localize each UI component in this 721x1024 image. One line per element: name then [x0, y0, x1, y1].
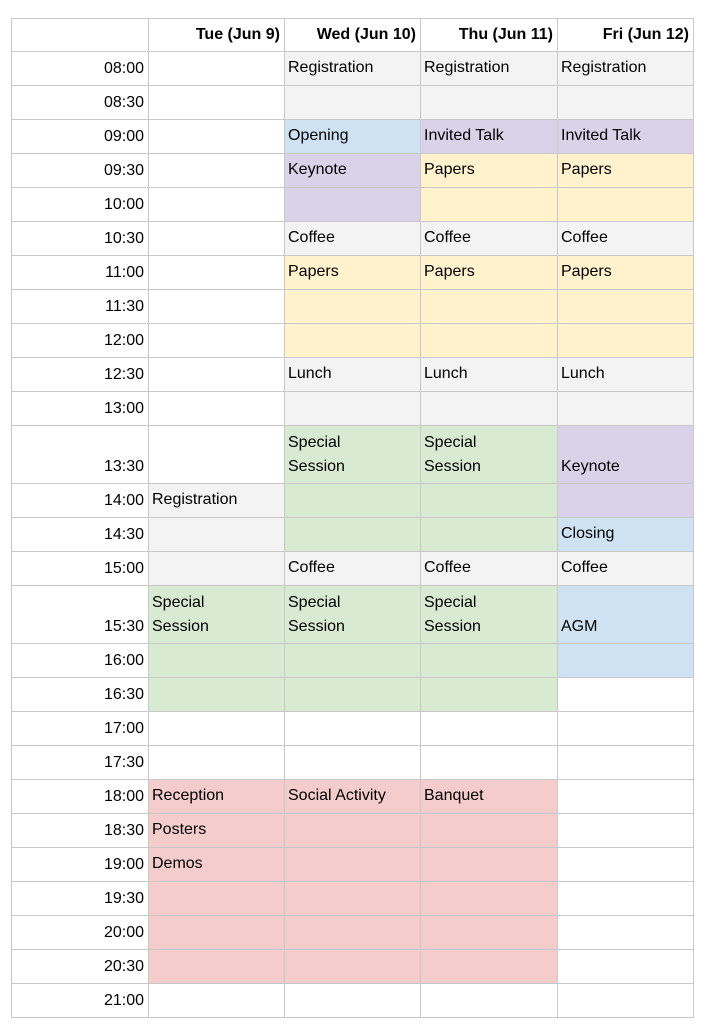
slot-cell[interactable] — [148, 915, 284, 949]
event-text: Invited Talk — [561, 127, 641, 144]
schedule-grid — [11, 18, 694, 1008]
event-label — [284, 221, 420, 255]
time-label: 08:30 — [103, 94, 144, 111]
slot-cell[interactable] — [420, 711, 557, 745]
time-label: 11:00 — [105, 264, 144, 281]
slot-cell[interactable] — [148, 881, 284, 915]
grid-hline — [11, 779, 694, 780]
slot-cell[interactable] — [557, 949, 693, 983]
event-label — [557, 221, 693, 255]
slot-cell[interactable] — [148, 677, 284, 711]
slot-cell[interactable] — [557, 745, 693, 779]
grid-hline — [11, 881, 694, 882]
event-label — [148, 585, 284, 643]
slot-cell[interactable] — [284, 847, 420, 881]
event-label — [284, 119, 420, 153]
slot-cell[interactable] — [420, 949, 557, 983]
grid-hline — [11, 551, 694, 552]
slot-cell[interactable] — [148, 745, 284, 779]
time-label: 17:00 — [103, 720, 144, 737]
slot-cell[interactable] — [557, 711, 693, 745]
slot-cell[interactable] — [557, 881, 693, 915]
day-header: Fri (Jun 12) — [602, 25, 689, 43]
slot-cell[interactable] — [420, 847, 557, 881]
grid-hline — [11, 18, 694, 19]
grid-hline — [11, 847, 694, 848]
slot-cell[interactable] — [420, 391, 557, 425]
grid-hline — [11, 187, 694, 188]
event-text: Keynote — [288, 161, 347, 178]
day-header: Tue (Jun 9) — [195, 25, 280, 43]
event-text: Posters — [152, 821, 207, 838]
slot-cell[interactable] — [420, 677, 557, 711]
event-label — [420, 221, 557, 255]
slot-cell[interactable] — [420, 517, 557, 551]
time-label: 18:00 — [103, 788, 144, 805]
event-label — [148, 847, 284, 881]
slot-cell[interactable] — [284, 289, 420, 323]
event-label — [284, 425, 420, 483]
slot-cell[interactable] — [148, 517, 284, 551]
grid-hline — [11, 483, 694, 484]
event-label — [420, 779, 557, 813]
slot-cell[interactable] — [420, 813, 557, 847]
corner-header — [11, 18, 148, 51]
event-text: Coffee — [288, 559, 335, 576]
slot-cell[interactable] — [148, 85, 284, 119]
time-label: 15:30 — [103, 618, 144, 635]
event-text: Lunch — [288, 365, 332, 382]
grid-hline — [11, 585, 694, 586]
grid-hline — [11, 1017, 694, 1018]
slot-cell[interactable] — [284, 85, 420, 119]
slot-cell[interactable] — [557, 643, 693, 677]
event-text: Coffee — [288, 229, 335, 246]
slot-cell[interactable] — [148, 949, 284, 983]
event-label — [148, 813, 284, 847]
event-label — [420, 425, 557, 483]
event-label — [420, 357, 557, 391]
slot-cell[interactable] — [148, 119, 284, 153]
slot-cell[interactable] — [420, 187, 557, 221]
slot-cell[interactable] — [557, 85, 693, 119]
event-text: Demos — [152, 855, 203, 872]
time-label: 10:30 — [103, 230, 144, 247]
slot-cell[interactable] — [557, 915, 693, 949]
grid-hline — [11, 517, 694, 518]
event-text: Registration — [152, 491, 238, 508]
grid-hline — [11, 221, 694, 222]
slot-cell[interactable] — [557, 391, 693, 425]
slot-cell[interactable] — [148, 391, 284, 425]
slot-cell[interactable] — [420, 881, 557, 915]
slot-cell[interactable] — [420, 643, 557, 677]
day-header: Wed (Jun 10) — [316, 25, 416, 43]
event-label — [557, 51, 693, 85]
event-label — [420, 585, 557, 643]
time-label: 21:00 — [103, 992, 144, 1009]
grid-hline — [11, 745, 694, 746]
slot-cell[interactable] — [284, 517, 420, 551]
slot-cell[interactable] — [420, 983, 557, 1017]
event-label — [284, 585, 420, 643]
event-text: Keynote — [561, 458, 620, 475]
event-text: Registration — [424, 59, 510, 76]
grid-hline — [11, 813, 694, 814]
slot-cell[interactable] — [148, 425, 284, 483]
time-label: 16:30 — [103, 686, 144, 703]
time-label: 11:30 — [105, 298, 144, 315]
time-label: 15:00 — [103, 560, 144, 577]
slot-cell[interactable] — [148, 983, 284, 1017]
event-label — [284, 51, 420, 85]
event-text: Papers — [424, 263, 475, 280]
slot-cell[interactable] — [557, 483, 693, 517]
slot-cell[interactable] — [420, 915, 557, 949]
slot-cell[interactable] — [284, 483, 420, 517]
time-label: 13:00 — [103, 400, 144, 417]
event-label — [557, 119, 693, 153]
slot-cell[interactable] — [420, 289, 557, 323]
event-label — [284, 551, 420, 585]
slot-cell[interactable] — [284, 643, 420, 677]
event-text: Coffee — [424, 559, 471, 576]
slot-cell[interactable] — [148, 289, 284, 323]
event-text: Special Session — [152, 594, 209, 635]
event-text: Papers — [288, 263, 339, 280]
slot-cell[interactable] — [557, 677, 693, 711]
grid-hline — [11, 949, 694, 950]
event-label — [420, 153, 557, 187]
event-label — [284, 779, 420, 813]
slot-cell[interactable] — [420, 323, 557, 357]
time-label: 09:30 — [103, 162, 144, 179]
event-label — [148, 483, 284, 517]
slot-cell[interactable] — [284, 187, 420, 221]
slot-cell[interactable] — [557, 187, 693, 221]
event-text: Special Session — [424, 594, 481, 635]
slot-cell[interactable] — [557, 323, 693, 357]
event-text: Registration — [288, 59, 374, 76]
slot-cell[interactable] — [284, 881, 420, 915]
slot-cell[interactable] — [557, 983, 693, 1017]
event-label — [557, 153, 693, 187]
event-label — [420, 255, 557, 289]
slot-cell[interactable] — [148, 221, 284, 255]
event-text: AGM — [561, 618, 598, 635]
time-label: 10:00 — [103, 196, 144, 213]
slot-cell[interactable] — [148, 643, 284, 677]
slot-cell[interactable] — [284, 949, 420, 983]
time-label: 12:30 — [103, 366, 144, 383]
slot-cell[interactable] — [148, 153, 284, 187]
time-label: 12:00 — [103, 332, 144, 349]
grid-hline — [11, 119, 694, 120]
slot-cell[interactable] — [284, 983, 420, 1017]
slot-cell[interactable] — [148, 187, 284, 221]
time-label: 08:00 — [103, 60, 144, 77]
event-label — [557, 551, 693, 585]
time-label: 19:00 — [103, 856, 144, 873]
grid-hline — [11, 677, 694, 678]
slot-cell[interactable] — [420, 85, 557, 119]
event-label — [557, 255, 693, 289]
event-label — [557, 357, 693, 391]
time-label: 16:00 — [103, 652, 144, 669]
event-text: Banquet — [424, 787, 484, 804]
time-label: 18:30 — [103, 822, 144, 839]
event-label — [420, 51, 557, 85]
event-text: Special Session — [288, 434, 345, 475]
grid-hline — [11, 51, 694, 52]
time-label: 20:30 — [103, 958, 144, 975]
grid-hline — [11, 643, 694, 644]
time-label: 13:30 — [103, 458, 144, 475]
slot-cell[interactable] — [148, 323, 284, 357]
grid-hline — [11, 711, 694, 712]
grid-hline — [11, 357, 694, 358]
time-label: 14:00 — [103, 492, 144, 509]
event-label — [284, 255, 420, 289]
slot-cell[interactable] — [284, 391, 420, 425]
time-label: 17:30 — [103, 754, 144, 771]
slot-cell[interactable] — [557, 779, 693, 813]
event-text: Registration — [561, 59, 647, 76]
slot-cell[interactable] — [284, 915, 420, 949]
event-label — [420, 119, 557, 153]
event-text: Lunch — [424, 365, 468, 382]
slot-cell[interactable] — [284, 711, 420, 745]
grid-hline — [11, 289, 694, 290]
event-text: Papers — [561, 263, 612, 280]
event-label — [557, 517, 693, 551]
time-label: 20:00 — [103, 924, 144, 941]
grid-hline — [11, 85, 694, 86]
slot-cell[interactable] — [148, 51, 284, 85]
time-label: 19:30 — [103, 890, 144, 907]
event-text: Reception — [152, 787, 225, 804]
time-label: 14:30 — [103, 526, 144, 543]
event-label — [420, 551, 557, 585]
grid-hline — [11, 153, 694, 154]
grid-hline — [11, 255, 694, 256]
event-text: Coffee — [561, 229, 608, 246]
event-label — [284, 357, 420, 391]
event-text: Papers — [561, 161, 612, 178]
event-text: Closing — [561, 525, 615, 542]
slot-cell[interactable] — [420, 483, 557, 517]
event-label — [557, 425, 693, 483]
slot-cell[interactable] — [557, 847, 693, 881]
slot-cell[interactable] — [420, 745, 557, 779]
day-header: Thu (Jun 11) — [458, 25, 553, 43]
slot-cell[interactable] — [284, 677, 420, 711]
slot-cell[interactable] — [284, 745, 420, 779]
event-text: Social Activity — [288, 787, 386, 804]
grid-hline — [11, 323, 694, 324]
slot-cell[interactable] — [557, 289, 693, 323]
event-text: Special Session — [424, 434, 481, 475]
event-text: Coffee — [424, 229, 471, 246]
slot-cell[interactable] — [284, 813, 420, 847]
grid-hline — [11, 915, 694, 916]
grid-hline — [11, 425, 694, 426]
event-text: Special Session — [288, 594, 345, 635]
grid-hline — [11, 391, 694, 392]
time-label: 09:00 — [103, 128, 144, 145]
slot-cell[interactable] — [148, 255, 284, 289]
slot-cell[interactable] — [557, 813, 693, 847]
event-label — [148, 779, 284, 813]
event-text: Opening — [288, 127, 349, 144]
slot-cell[interactable] — [284, 323, 420, 357]
event-text: Papers — [424, 161, 475, 178]
grid-hline — [11, 983, 694, 984]
event-label — [557, 585, 693, 643]
slot-cell[interactable] — [148, 357, 284, 391]
event-text: Lunch — [561, 365, 605, 382]
event-text: Coffee — [561, 559, 608, 576]
slot-cell[interactable] — [148, 551, 284, 585]
slot-cell[interactable] — [148, 711, 284, 745]
event-label — [284, 153, 420, 187]
event-text: Invited Talk — [424, 127, 504, 144]
